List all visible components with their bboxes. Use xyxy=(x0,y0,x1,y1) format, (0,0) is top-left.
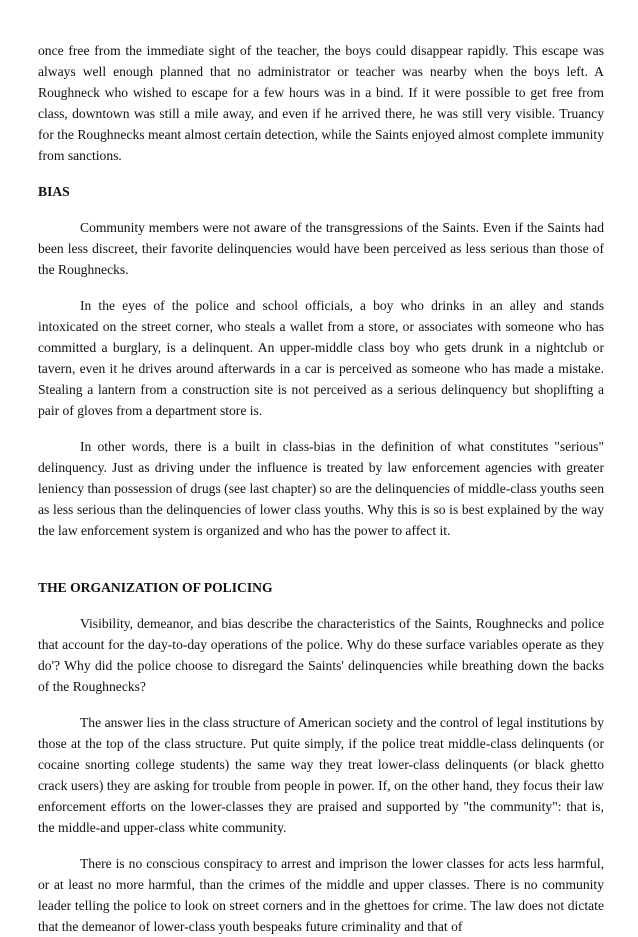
policing-paragraph-3: There is no conscious conspiracy to arrest and imprison the lower classes for acts less harmful, or at least no more harmful, than the crimes of the middle and upper classes. There is no community leader telling the police to look on street corners and in the ghettoes for crime. The law does not dictate that the demeanor of lower-class youth bespeaks future criminality and that of xyxy=(38,856,604,934)
bias-paragraph-3: In other words, there is a built in class-bias in the definition of what constitutes "serious" delinquency. Just as driving under the influence is treated by law enforcement agencies with greater leniency than possession of drugs (see last chapter) so are the delinquencies of middle-class youths seen as less serious than the delinquencies of lower class youths. Why this is so is best explained by the way the law enforcement system is organized and who has the power to affect it. xyxy=(38,439,604,538)
policing-paragraph-1: Visibility, demeanor, and bias describe the characteristics of the Saints, Roughnecks and police that account for the day-to-day operations of the police. Why do these surface variables operate as they do'? Why did the police choose to disregard the Saints' delinquencies while breathing down the backs of the Roughnecks? xyxy=(38,616,604,694)
bias-paragraph-1: Community members were not aware of the transgressions of the Saints. Even if the Saints had been less discreet, their favorite delinquencies would have been perceived as less serious than those of the Roughnecks. xyxy=(38,220,604,277)
intro-paragraph: once free from the immediate sight of the teacher, the boys could disappear rapidly. This escape was always well enough planned that no administrator or teacher was nearby when the boys left. A Roughneck who wished to escape for a few hours was in a bind. If it were possible to get free from class, downtown was still a mile away, and even if he arrived there, he was still very visible. Truancy for the Roughnecks meant almost certain detection, while the Saints enjoyed almost complete immunity from sanctions. xyxy=(38,43,604,163)
section-heading-bias: BIAS xyxy=(38,184,70,199)
policing-paragraph-2: The answer lies in the class structure of American society and the control of legal institutions by those at the top of the class structure. Put quite simply, if the police treat middle-class delinquents (or cocaine snorting college students) the same way they treat lower-class delinquents (or black ghetto crack users) they are asking for trouble from people in power. If, on the other hand, they focus their law enforcement efforts on the lower-classes they are praised and supported by "the community": that is, the middle-and upper-class white community. xyxy=(38,715,604,835)
bias-paragraph-2: In the eyes of the police and school officials, a boy who drinks in an alley and stands intoxicated on the street corner, who steals a wallet from a store, or associates with someone who has committed a burglary, is a delinquent. An upper-middle class boy who gets drunk in a nightclub or tavern, even it he drives around afterwards in a car is perceived as someone who has made a mistake. Stealing a lantern from a construction site is not perceived as a serious delinquency but shoplifting a pair of gloves from a department store is. xyxy=(38,298,604,418)
document-body xyxy=(38,40,604,937)
section-heading-policing: THE ORGANIZATION OF POLICING xyxy=(38,580,273,595)
